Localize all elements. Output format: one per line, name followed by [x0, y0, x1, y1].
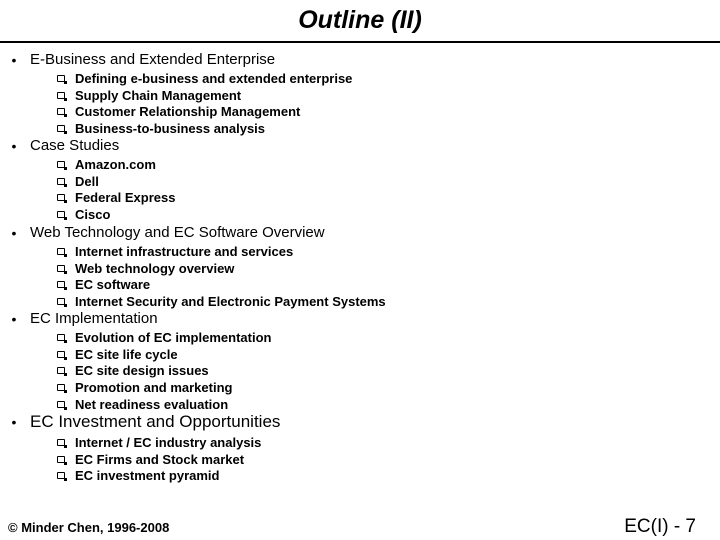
bullet-icon: • [11, 311, 17, 327]
list-item: Promotion and marketing [0, 380, 720, 397]
list-item: Customer Relationship Management [0, 104, 720, 121]
slide-number: EC(I) - 7 [624, 516, 696, 537]
section-case-studies [0, 136, 720, 224]
list-item: Business-to-business analysis [0, 121, 720, 138]
section-ebusiness [0, 50, 720, 138]
sub-list [0, 157, 720, 224]
section-heading-label: Web Technology and EC Software Overview [30, 224, 325, 241]
sub-list [0, 244, 720, 311]
list-item: Net readiness evaluation [0, 397, 720, 414]
section-heading-label: EC Implementation [30, 310, 158, 327]
title-underline [0, 41, 720, 43]
list-item: Cisco [0, 207, 720, 224]
sub-list [0, 330, 720, 413]
list-item: EC site design issues [0, 363, 720, 380]
section-heading [0, 136, 720, 156]
checkbox-bullet-icon [57, 125, 65, 132]
sub-list [0, 435, 720, 485]
checkbox-bullet-icon [57, 401, 65, 408]
slide-title: Outline (II) [298, 6, 422, 34]
checkbox-bullet-icon [57, 367, 65, 374]
checkbox-bullet-icon [57, 108, 65, 115]
section-web-technology [0, 223, 720, 311]
list-item: Internet infrastructure and services [0, 244, 720, 261]
list-item: Defining e-business and extended enterprise [0, 71, 720, 88]
sub-list [0, 71, 720, 138]
list-item: Evolution of EC implementation [0, 330, 720, 347]
checkbox-bullet-icon [57, 178, 65, 185]
checkbox-bullet-icon [57, 439, 65, 446]
section-heading [0, 309, 720, 329]
list-item: EC Firms and Stock market [0, 452, 720, 469]
bullet-icon: • [11, 138, 17, 154]
bullet-icon: • [11, 225, 17, 241]
checkbox-bullet-icon [57, 161, 65, 168]
list-item: EC investment pyramid [0, 468, 720, 485]
checkbox-bullet-icon [57, 75, 65, 82]
list-item: Dell [0, 174, 720, 191]
bullet-icon: • [11, 52, 17, 68]
section-heading-label: Case Studies [30, 137, 120, 154]
section-heading [0, 223, 720, 243]
checkbox-bullet-icon [57, 92, 65, 99]
section-heading-label: E-Business and Extended Enterprise [30, 51, 276, 68]
list-item: Internet / EC industry analysis [0, 435, 720, 452]
section-ec-implementation [0, 309, 720, 413]
section-heading-label: EC Investment and Opportunities [30, 412, 281, 431]
copyright-footer: © Minder Chen, 1996-2008 [8, 520, 170, 535]
checkbox-bullet-icon [57, 248, 65, 255]
checkbox-bullet-icon [57, 351, 65, 358]
section-heading [0, 50, 720, 70]
list-item: Amazon.com [0, 157, 720, 174]
checkbox-bullet-icon [57, 211, 65, 218]
checkbox-bullet-icon [57, 472, 65, 479]
checkbox-bullet-icon [57, 281, 65, 288]
checkbox-bullet-icon [57, 194, 65, 201]
list-item: Federal Express [0, 190, 720, 207]
checkbox-bullet-icon [57, 384, 65, 391]
list-item: EC software [0, 277, 720, 294]
list-item: EC site life cycle [0, 347, 720, 364]
checkbox-bullet-icon [57, 298, 65, 305]
list-item: Internet Security and Electronic Payment Systems [0, 294, 720, 311]
checkbox-bullet-icon [57, 334, 65, 341]
checkbox-bullet-icon [57, 265, 65, 272]
section-heading [0, 412, 720, 432]
checkbox-bullet-icon [57, 456, 65, 463]
list-item: Supply Chain Management [0, 88, 720, 105]
bullet-icon: • [11, 414, 17, 430]
section-ec-investment [0, 412, 720, 485]
list-item: Web technology overview [0, 261, 720, 278]
